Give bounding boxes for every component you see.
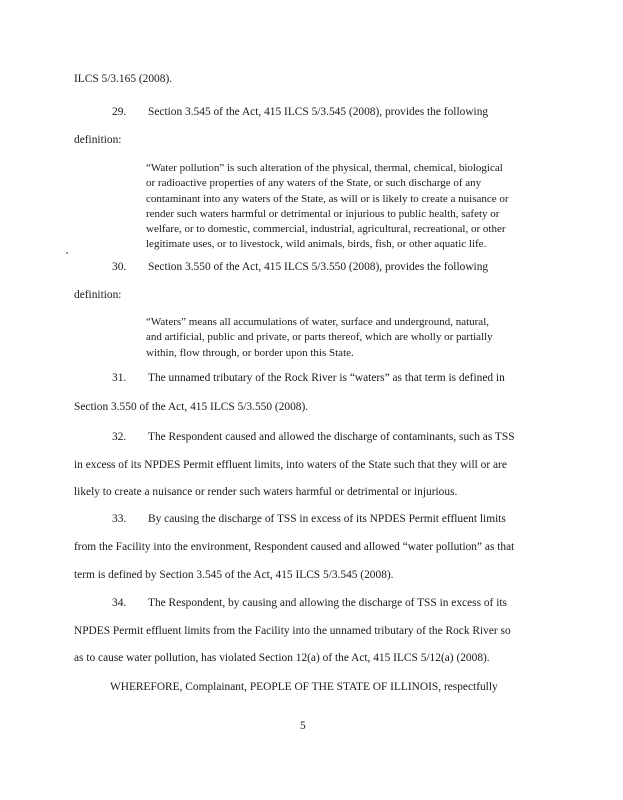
paragraph-29-line-1: Section 3.545 of the Act, 415 ILCS 5/3.545 (2008), provides the following: [148, 106, 489, 118]
paragraph-number-30: 30.: [112, 261, 127, 273]
paragraph-number-29: 29.: [112, 106, 127, 118]
continuation-line: ILCS 5/3.165 (2008).: [74, 73, 173, 85]
paragraph-30-line-1: Section 3.550 of the Act, 415 ILCS 5/3.550 (2008), provides the following: [148, 261, 489, 273]
paragraph-33-line-2: from the Facility into the environment, Respondent caused and allowed “water pollution” as that: [74, 541, 515, 553]
quote-line: contaminant into any waters of the State, as will or is likely to create a nuisance or: [146, 192, 509, 205]
paragraph-29-line-2: definition:: [74, 134, 122, 146]
paragraph-number-33: 33.: [112, 513, 127, 525]
paragraph-32-line-1: The Respondent caused and allowed the discharge of contaminants, such as TSS: [148, 431, 515, 443]
paragraph-34-line-2: NPDES Permit effluent limits from the Facility into the unnamed tributary of the Rock River so: [74, 625, 511, 637]
quote-line: welfare, or to domestic, commercial, industrial, agricultural, recreational, or other: [146, 223, 506, 236]
paragraph-number-34: 34.: [112, 597, 127, 609]
paragraph-number-31: 31.: [112, 372, 127, 384]
paragraph-32-line-2: in excess of its NPDES Permit effluent limits, into waters of the State such that they will or are: [74, 459, 507, 471]
paragraph-33-line-3: term is defined by Section 3.545 of the Act, 415 ILCS 5/3.545 (2008).: [74, 569, 394, 581]
paragraph-33-line-1: By causing the discharge of TSS in excess of its NPDES Permit effluent limits: [148, 513, 506, 525]
block-quote-waters: [146, 315, 546, 361]
paragraph-34-line-1: The Respondent, by causing and allowing the discharge of TSS in excess of its: [148, 597, 507, 609]
block-quote-water-pollution: [146, 161, 546, 253]
paragraph-number-32: 32.: [112, 431, 127, 443]
scan-speck: [66, 252, 68, 254]
quote-line: and artificial, public and private, or parts thereof, which are wholly or partially: [146, 331, 493, 344]
page-number: 5: [300, 720, 306, 732]
quote-line: “Waters” means all accumulations of water, surface and underground, natural,: [146, 316, 489, 328]
paragraph-31-line-2: Section 3.550 of the Act, 415 ILCS 5/3.550 (2008).: [74, 401, 309, 413]
paragraph-31-line-1: The unnamed tributary of the Rock River is “waters” as that term is defined in: [148, 372, 505, 384]
quote-line: within, flow through, or border upon this State.: [146, 346, 354, 359]
quote-line: legitimate uses, or to livestock, wild animals, birds, fish, or other aquatic life.: [146, 238, 487, 251]
wherefore-line: WHEREFORE, Complainant, PEOPLE OF THE STATE OF ILLINOIS, respectfully: [110, 681, 498, 693]
quote-line: “Water pollution” is such alteration of the physical, thermal, chemical, biological: [146, 162, 503, 174]
paragraph-34-line-3: as to cause water pollution, has violated Section 12(a) of the Act, 415 ILCS 5/12(a) (2008).: [74, 652, 490, 664]
paragraph-30-line-2: definition:: [74, 289, 122, 301]
quote-line: or radioactive properties of any waters of the State, or such discharge of any: [146, 177, 482, 190]
quote-line: render such waters harmful or detrimental or injurious to public health, safety or: [146, 207, 500, 220]
paragraph-32-line-3: likely to create a nuisance or render such waters harmful or detrimental or injurious.: [74, 486, 458, 498]
